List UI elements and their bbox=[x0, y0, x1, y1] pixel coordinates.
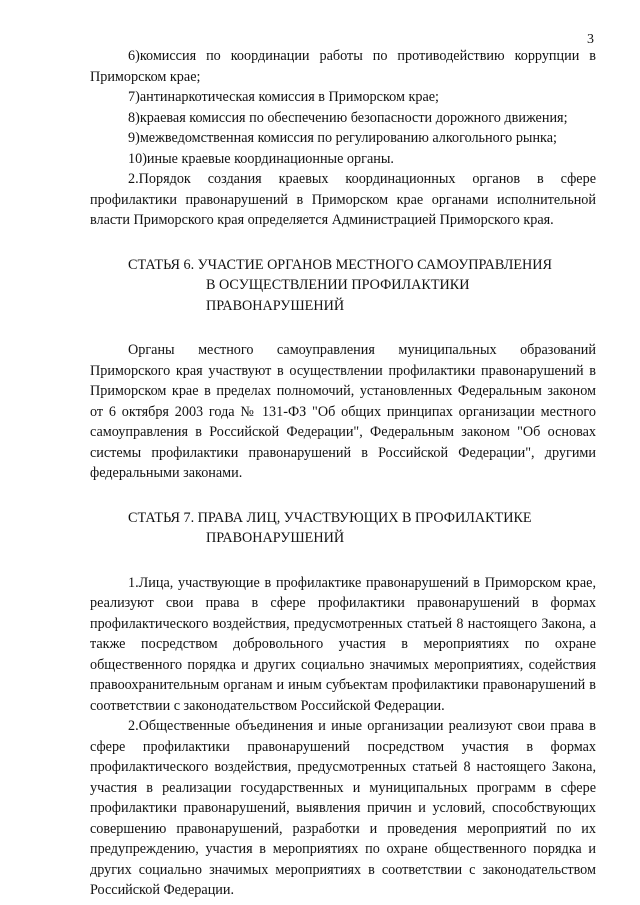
list-item: 6)комиссия по координации работы по противодействию коррупции в Приморском крае; bbox=[90, 48, 596, 85]
article-7-paragraph-2: 2.Общественные объединения и иные организации реализуют свои права в сфере профилактики правонарушений посредством участия в формах профилактического воздействия, предусмотренных статьей 8 настоящего Закона, участия в реализации государственных и муниципальных программ в сфере профилактики правонарушений, выявления причин и условий, способствующих совершению правонарушений, разработки и проведения мероприятий по их предупреждению, участия в мероприятиях по охране общественного порядка и других социально значимых мероприятиях в соответствии с законодательством Российской Федерации. bbox=[90, 718, 596, 898]
article-6-title-line-3: ПРАВОНАРУШЕНИЙ bbox=[206, 297, 345, 314]
list-item: 10)иные краевые координационные органы. bbox=[128, 150, 394, 167]
article-7-heading bbox=[90, 508, 596, 549]
list-item: 9)межведомственная комиссия по регулированию алкогольного рынка; bbox=[128, 130, 557, 146]
article-6-title-line-2: В ОСУЩЕСТВЛЕНИИ ПРОФИЛАКТИКИ bbox=[206, 277, 470, 293]
article-7-title-line-2: ПРАВОНАРУШЕНИЙ bbox=[206, 530, 345, 546]
article-6-heading bbox=[90, 255, 596, 317]
article-7-paragraph-1: 1.Лица, участвующие в профилактике правонарушений в Приморском крае, реализуют свои права в сфере профилактики правонарушений в формах профилактического воздействия, предусмотренных статьей 8 настоящего Закона, а также посредством добровольного участия в мероприятиях по охране общественного порядка и других социально значимых мероприятиях, содействия правоохранительным органам и иным субъектам профилактики правонарушений в соответствии с законодательством Российской Федерации. bbox=[90, 574, 596, 714]
article-6-title-line-1: СТАТЬЯ 6. УЧАСТИЕ ОРГАНОВ МЕСТНОГО САМОУПРАВЛЕНИЯ bbox=[128, 256, 552, 273]
list-item: 8)краевая комиссия по обеспечению безопасности дорожного движения; bbox=[128, 109, 568, 126]
page-number: 3 bbox=[587, 32, 594, 47]
article-6-text: Органы местного самоуправления муниципальных образований Приморского края участвуют в осуществлении профилактики правонарушений в Приморском крае в пределах полномочий, установленных Федеральным законом от 6 октября 2003 года № 131-ФЗ "Об общих принципах организации местного самоуправления в Российской Федерации", Федеральным законом "Об основах системы профилактики правонарушений в Российской Федерации", другими федеральными законами. bbox=[90, 342, 596, 481]
article-7-title-line-1: СТАТЬЯ 7. ПРАВА ЛИЦ, УЧАСТВУЮЩИХ В ПРОФИЛАКТИКЕ bbox=[128, 509, 532, 526]
document-body bbox=[90, 46, 596, 901]
list-item: 7)антинаркотическая комиссия в Приморском крае; bbox=[128, 89, 439, 105]
paragraph-2: 2.Порядок создания краевых координационных органов в сфере профилактики правонарушений в Приморском крае органами исполнительной власти Приморского края определяется Администрацией Приморского края. bbox=[90, 171, 596, 228]
